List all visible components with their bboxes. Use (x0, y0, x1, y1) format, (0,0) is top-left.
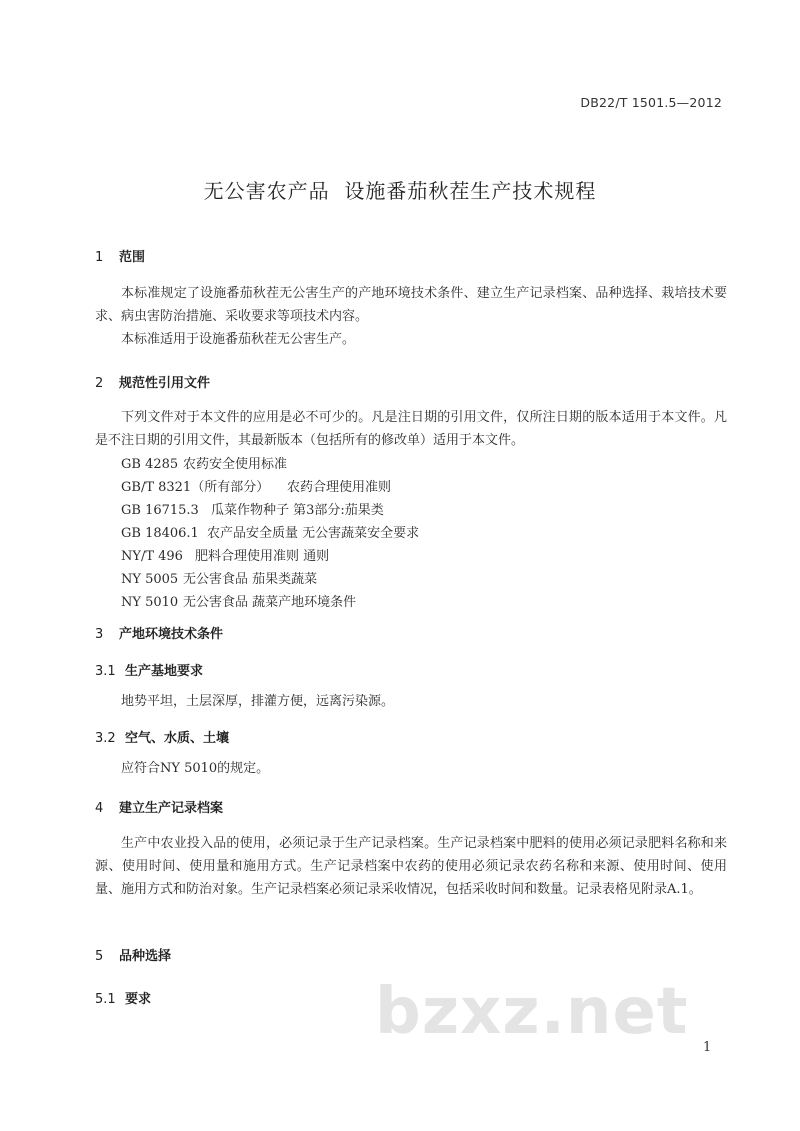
subsection-number: 3.2 (95, 731, 116, 746)
reference-item (121, 499, 384, 522)
document-title: 无公害农产品 设施番茄秋茬生产技术规程 (203, 179, 597, 203)
reference-code: NY 5005 (121, 572, 179, 587)
reference-code: NY 5010 (121, 595, 179, 610)
section-number: 5 (95, 949, 104, 964)
reference-item (121, 522, 419, 545)
reference-code: GB/T 8321（所有部分） (121, 480, 270, 495)
reference-item (121, 545, 329, 568)
reference-item (121, 591, 356, 614)
reference-name: 农产品安全质量 无公害蔬菜安全要求 (207, 526, 420, 541)
subsection-title: 要求 (125, 992, 152, 1007)
section-title: 范围 (119, 250, 146, 265)
section-3-2-heading (95, 727, 229, 746)
section-3-2-text: 应符合NY 5010的规定。 (121, 761, 270, 776)
section-3-1-heading (95, 660, 203, 679)
reference-item (121, 568, 317, 591)
section-1-heading (95, 246, 145, 265)
reference-code: GB 18406.1 (121, 526, 199, 541)
reference-name: 无公害食品 蔬菜产地环境条件 (183, 595, 357, 610)
reference-name: 肥料合理使用准则 通则 (195, 549, 330, 564)
section-number: 2 (95, 376, 104, 391)
section-title: 建立生产记录档案 (119, 801, 224, 816)
subsection-number: 3.1 (95, 664, 116, 679)
reference-item (121, 453, 287, 476)
reference-name: 无公害食品 茄果类蔬菜 (183, 572, 318, 587)
section-title: 规范性引用文件 (119, 376, 211, 391)
section-1-paragraph-1: 本标准规定了设施番茄秋茬无公害生产的产地环境技术条件、建立生产记录档案、品种选择、栽培技术要求、病虫害防治措施、采收要求等项技术内容。 (95, 286, 727, 324)
reference-name: 农药合理使用准则 (287, 480, 392, 495)
section-title: 品种选择 (119, 949, 172, 964)
page-number: 1 (703, 1040, 712, 1055)
section-4-heading (95, 797, 223, 816)
reference-code: GB 4285 (121, 457, 179, 472)
subsection-title: 空气、水质、土壤 (125, 731, 230, 746)
reference-code: NY/T 496 (121, 549, 183, 564)
section-5-heading (95, 945, 171, 964)
subsection-number: 5.1 (95, 992, 116, 1007)
section-3-heading (95, 623, 223, 642)
reference-item (121, 476, 391, 499)
reference-name: 瓜菜作物种子 第3部分:茄果类 (211, 503, 384, 518)
section-number: 3 (95, 627, 104, 642)
reference-code: GB 16715.3 (121, 503, 199, 518)
section-title: 产地环境技术条件 (119, 627, 224, 642)
section-number: 4 (95, 801, 104, 816)
section-1-paragraph-2: 本标准适用于设施番茄秋茬无公害生产。 (121, 332, 356, 347)
section-3-1-text: 地势平坦，土层深厚，排灌方便，远离污染源。 (121, 694, 395, 709)
section-2-intro: 下列文件对于本文件的应用是必不可少的。凡是注日期的引用文件，仅所注日期的版本适用于本文件。凡是不注日期的引用文件，其最新版本（包括所有的修改单）适用于本文件。 (95, 410, 727, 448)
section-2-heading (95, 372, 210, 391)
section-number: 1 (95, 250, 104, 265)
subsection-title: 生产基地要求 (125, 664, 204, 679)
standard-number: DB22/T 1501.5—2012 (580, 95, 722, 110)
section-5-1-heading (95, 988, 151, 1007)
section-4-text: 生产中农业投入品的使用，必须记录于生产记录档案。生产记录档案中肥料的使用必须记录肥料名称和来源、使用时间、使用量和施用方式。生产记录档案中农药的使用必须记录农药名称和来源、使用时间、使用量、施用方式和防治对象。生产记录档案必须记录采收情况，包括采收时间和数量。记录表格见附录A.1。 (95, 836, 727, 897)
watermark: bzxz.net (375, 975, 689, 1049)
reference-name: 农药安全使用标准 (183, 457, 288, 472)
